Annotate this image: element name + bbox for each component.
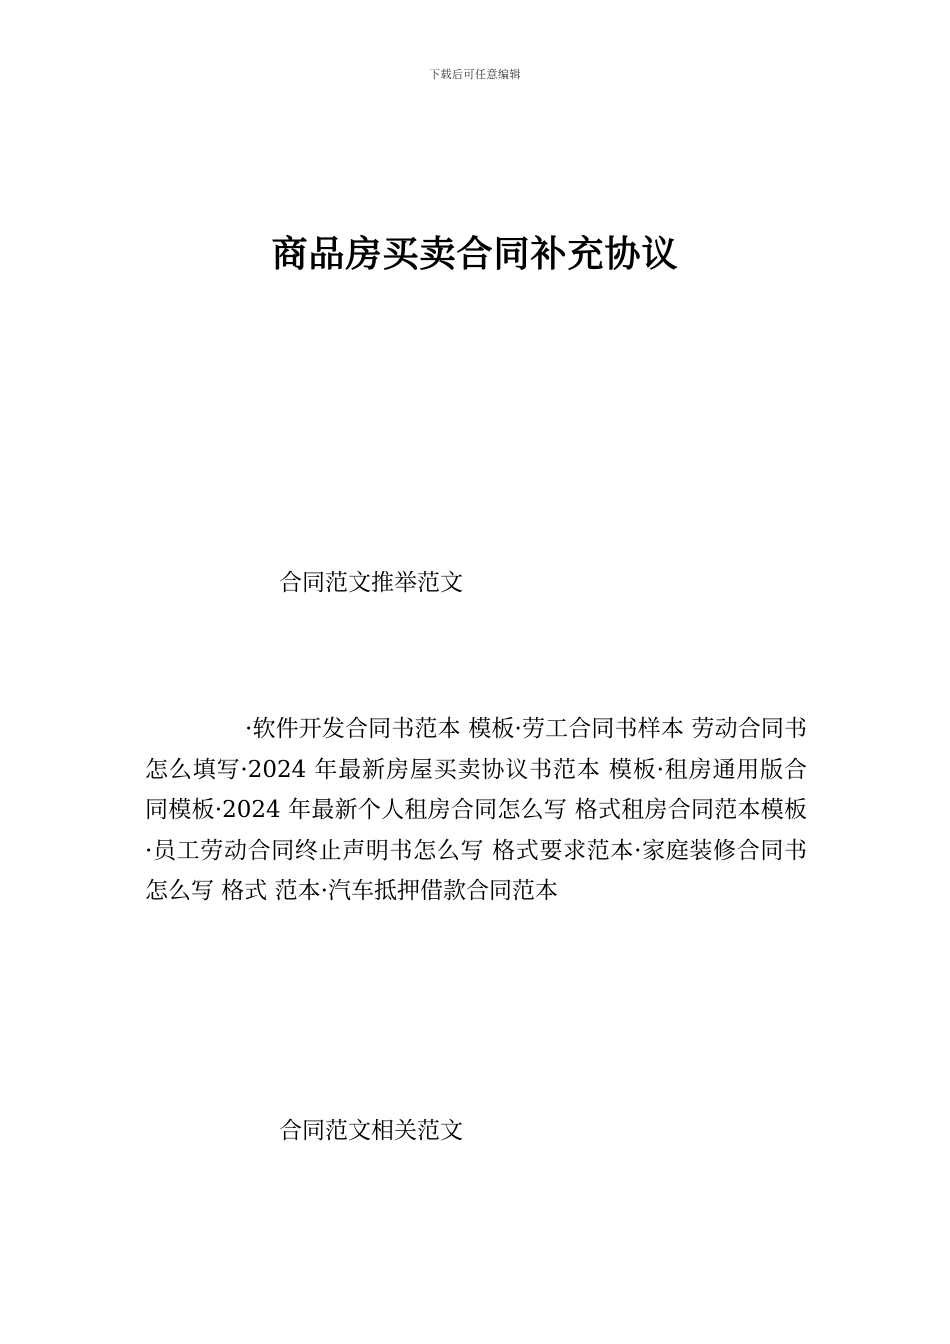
recommended-link[interactable]: 家庭装修合同书怎么写 格式 范本	[145, 837, 808, 904]
link-separator: ·	[145, 837, 153, 864]
header-note: 下载后可任意编辑	[429, 68, 521, 81]
link-separator: ·	[514, 716, 522, 742]
recommended-link[interactable]: 劳工合同书样本 劳动合同书怎么填写	[145, 716, 807, 783]
recommended-link[interactable]: 租房通用版合同模板	[145, 756, 808, 823]
recommended-heading: 合同范文推举范文	[279, 570, 463, 596]
related-heading: 合同范文相关范文	[279, 1118, 463, 1144]
recommended-link[interactable]: 员工劳动合同终止声明书怎么写 格式要求范本	[152, 837, 635, 864]
recommended-links-list	[145, 709, 807, 912]
link-separator: ·	[634, 837, 642, 864]
link-separator: ·	[656, 756, 664, 783]
recommended-link[interactable]: 2024 年最新个人租房合同怎么写 格式租房合同范本模板	[222, 797, 808, 823]
recommended-link[interactable]: 2024 年最新房屋买卖协议书范本 模板	[247, 756, 657, 783]
link-separator: ·	[240, 756, 248, 783]
link-separator: ·	[245, 716, 253, 742]
link-separator: ·	[214, 797, 223, 823]
link-separator: ·	[320, 878, 328, 904]
recommended-link[interactable]: 汽车抵押借款合同范本	[327, 878, 558, 904]
document-title: 商品房买卖合同补充协议	[271, 233, 679, 275]
recommended-link[interactable]: 软件开发合同书范本 模板	[252, 716, 515, 742]
